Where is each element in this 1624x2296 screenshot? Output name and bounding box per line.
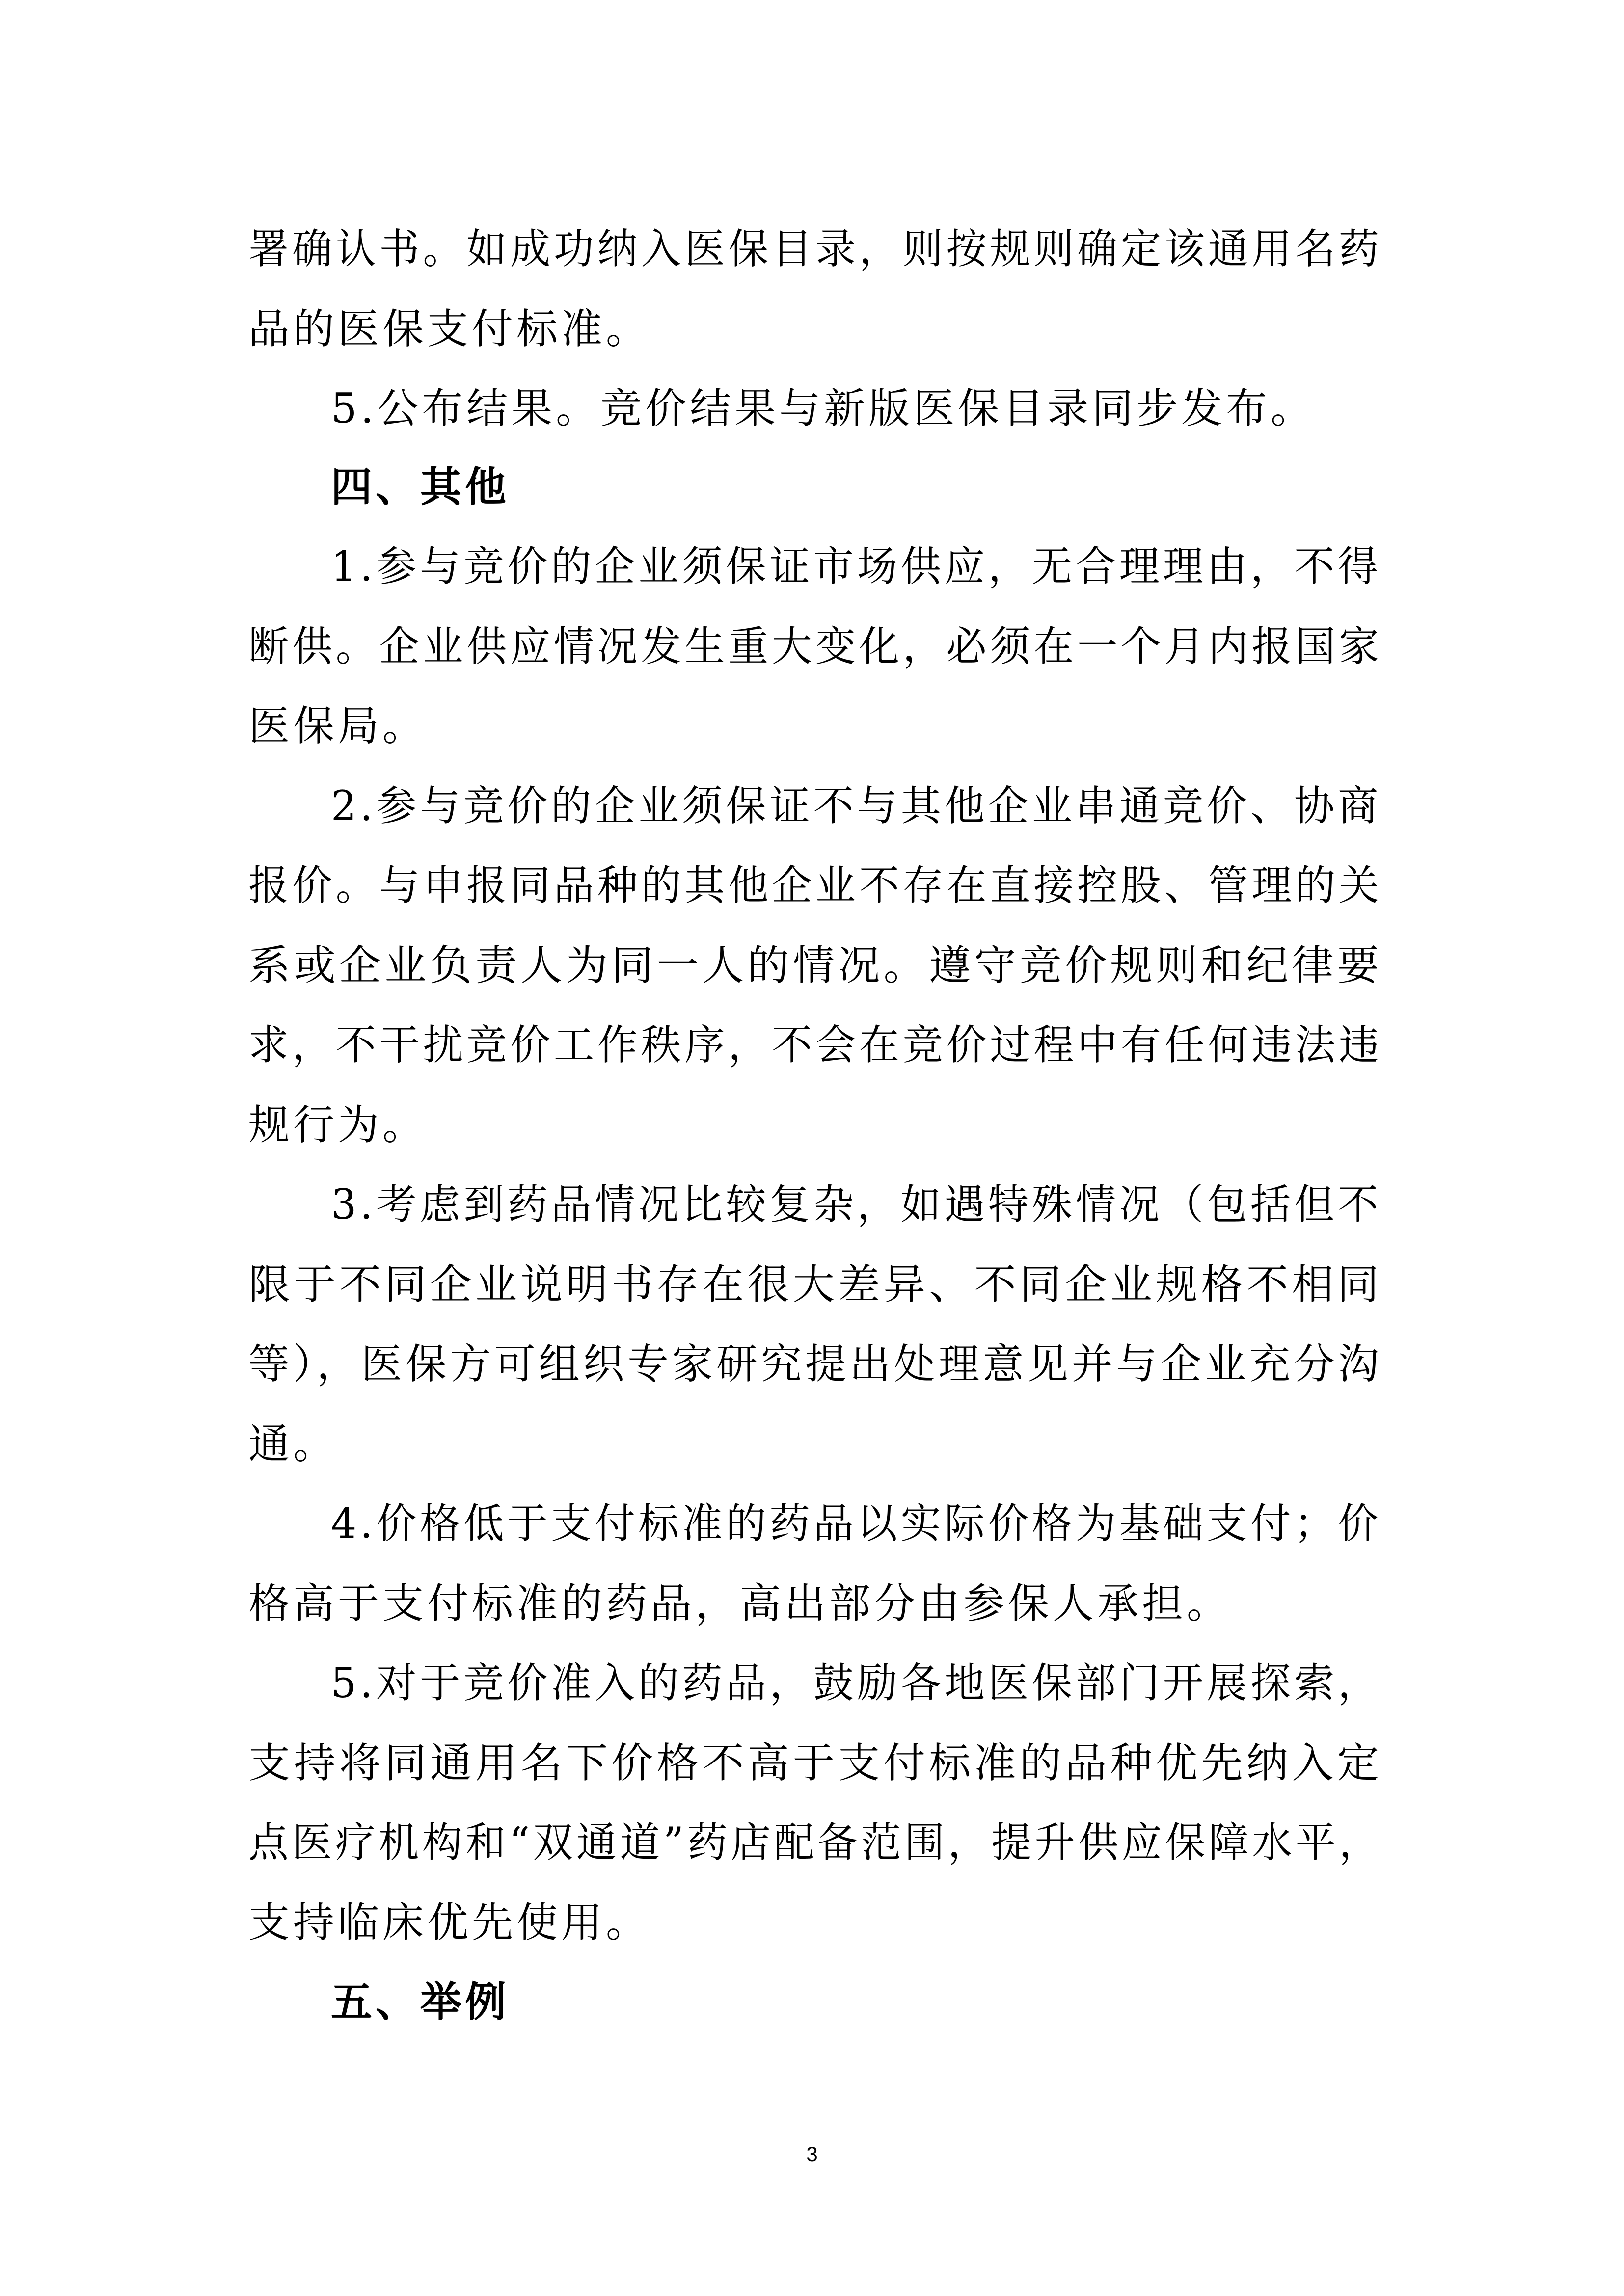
paragraph-line: 3.考虑到药品情况比较复杂，如遇特殊情况（包括但不 [331, 1180, 1382, 1228]
paragraph-line: 点医疗机构和“双通道”药店配备范围，提升供应保障水平， [248, 1818, 1382, 1867]
paragraph-line: 1.参与竞价的企业须保证市场供应，无合理理由，不得 [331, 542, 1382, 590]
paragraph-line: 署确认书。如成功纳入医保目录，则按规则确定该通用名药 [248, 225, 1383, 273]
paragraph-line: 医保局。 [248, 702, 428, 750]
paragraph-line: 5.公布结果。竞价结果与新版医保目录同步发布。 [331, 384, 1316, 432]
paragraph-line: 断供。企业供应情况发生重大变化，必须在一个月内报国家 [248, 622, 1383, 670]
paragraph-line: 求，不干扰竞价工作秩序，不会在竞价过程中有任何违法违 [248, 1021, 1383, 1069]
page-number: 3 [806, 2142, 818, 2165]
paragraph-line: 通。 [248, 1420, 338, 1468]
paragraph-line: 限于不同企业说明书存在很大差异、不同企业规格不相同 [248, 1260, 1383, 1308]
paragraph-line: 格高于支付标准的药品，高出部分由参保人承担。 [248, 1579, 1232, 1628]
paragraph-line: 等），医保方可组织专家研究提出处理意见并与企业充分沟 [248, 1340, 1383, 1388]
paragraph-line: 报价。与申报同品种的其他企业不存在直接控股、管理的关 [248, 861, 1383, 909]
paragraph-line: 5.对于竞价准入的药品，鼓励各地医保部门开展探索， [331, 1659, 1382, 1707]
section-heading-other: 四、其他 [331, 463, 510, 511]
paragraph-line: 规行为。 [248, 1101, 428, 1149]
paragraph-line: 2.参与竞价的企业须保证不与其他企业串通竞价、协商 [331, 782, 1382, 830]
paragraph-line: 支持将同通用名下价格不高于支付标准的品种优先纳入定 [248, 1739, 1383, 1787]
paragraph-line: 支持临床优先使用。 [248, 1898, 651, 1947]
paragraph-line: 4.价格低于支付标准的药品以实际价格为基础支付；价 [331, 1499, 1382, 1548]
paragraph-line: 品的医保支付标准。 [248, 305, 651, 353]
section-heading-example: 五、举例 [331, 1978, 510, 2026]
paragraph-line: 系或企业负责人为同一人的情况。遵守竞价规则和纪律要 [248, 941, 1383, 989]
